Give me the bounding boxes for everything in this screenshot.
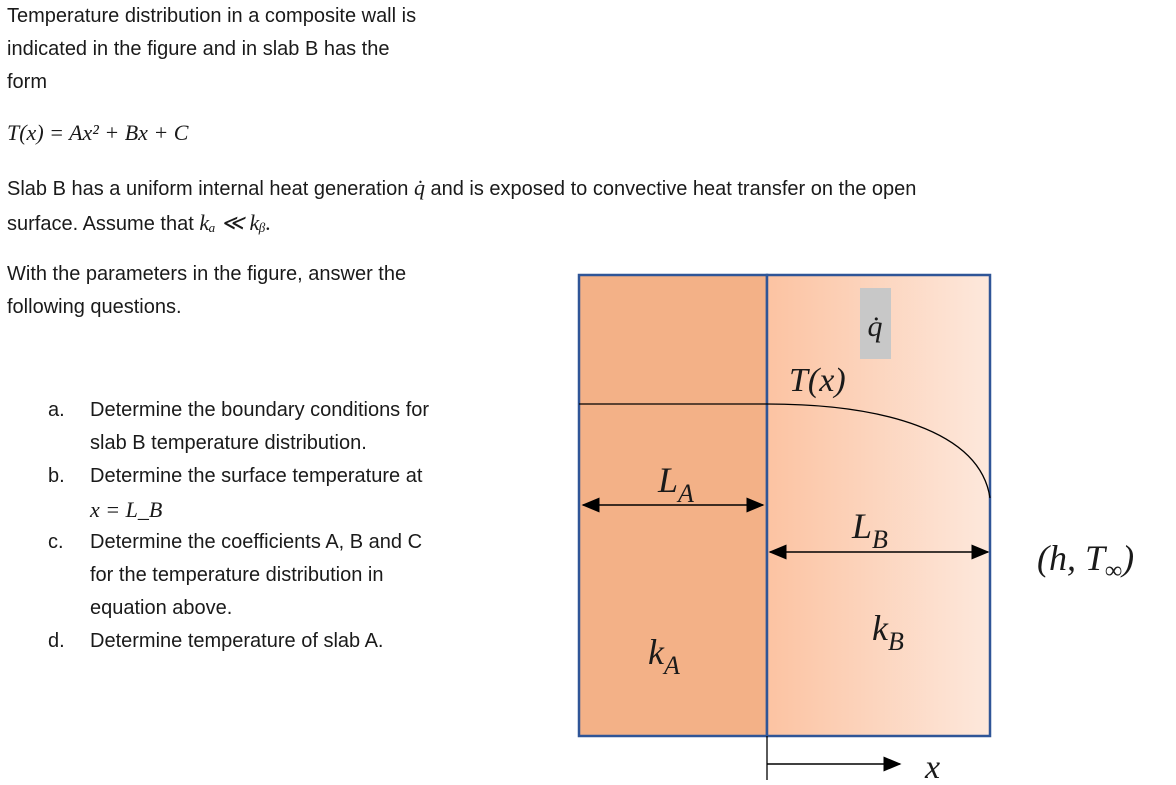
lb-label: $L_B$	[852, 506, 888, 554]
temperature-formula: T(x) = Ax² + Bx + C	[7, 120, 189, 145]
slab-sentence-1b: and is exposed to convective heat transfer on the open	[430, 178, 917, 200]
question-letter: b.	[48, 465, 65, 487]
slab-sentence-1: Slab B has a uniform internal heat generation	[7, 178, 409, 200]
assumption-expr: kₐ ≪ kᵦ.	[199, 210, 272, 235]
q-dot-symbol: q̇	[413, 175, 425, 200]
params-line: following questions.	[7, 296, 182, 318]
question-line: slab B temperature distribution.	[90, 432, 367, 454]
intro-line: indicated in the figure and in slab B has the	[7, 38, 390, 60]
temperature-label: T(x)	[789, 362, 846, 399]
intro-line: Temperature distribution in a composite wall is	[7, 5, 417, 27]
slab-sentence-2: surface. Assume that	[7, 213, 194, 235]
question-line: Determine the boundary conditions for	[90, 399, 430, 421]
convection-label: (h, $T_\infty$)	[1037, 538, 1135, 584]
question-line: x = L_B	[90, 497, 163, 522]
question-line: Determine the coefficients A, B and C	[90, 531, 423, 553]
kb-label: $k_B$	[872, 608, 904, 656]
question-line: for the temperature distribution in	[90, 564, 384, 586]
question-line: Determine the surface temperature at	[90, 465, 423, 487]
q-dot-label: q̇	[867, 310, 883, 343]
question-letter: a.	[48, 399, 65, 421]
la-label: $L_A$	[658, 460, 694, 508]
question-letter: d.	[48, 630, 65, 652]
question-letter: c.	[48, 531, 64, 553]
x-label: x	[925, 749, 941, 785]
intro-line: form	[7, 71, 47, 93]
params-line: With the parameters in the figure, answer the	[7, 263, 407, 285]
question-line: equation above.	[90, 597, 233, 619]
question-line: Determine temperature of slab A.	[90, 630, 384, 652]
ka-label: $k_A$	[648, 632, 680, 680]
